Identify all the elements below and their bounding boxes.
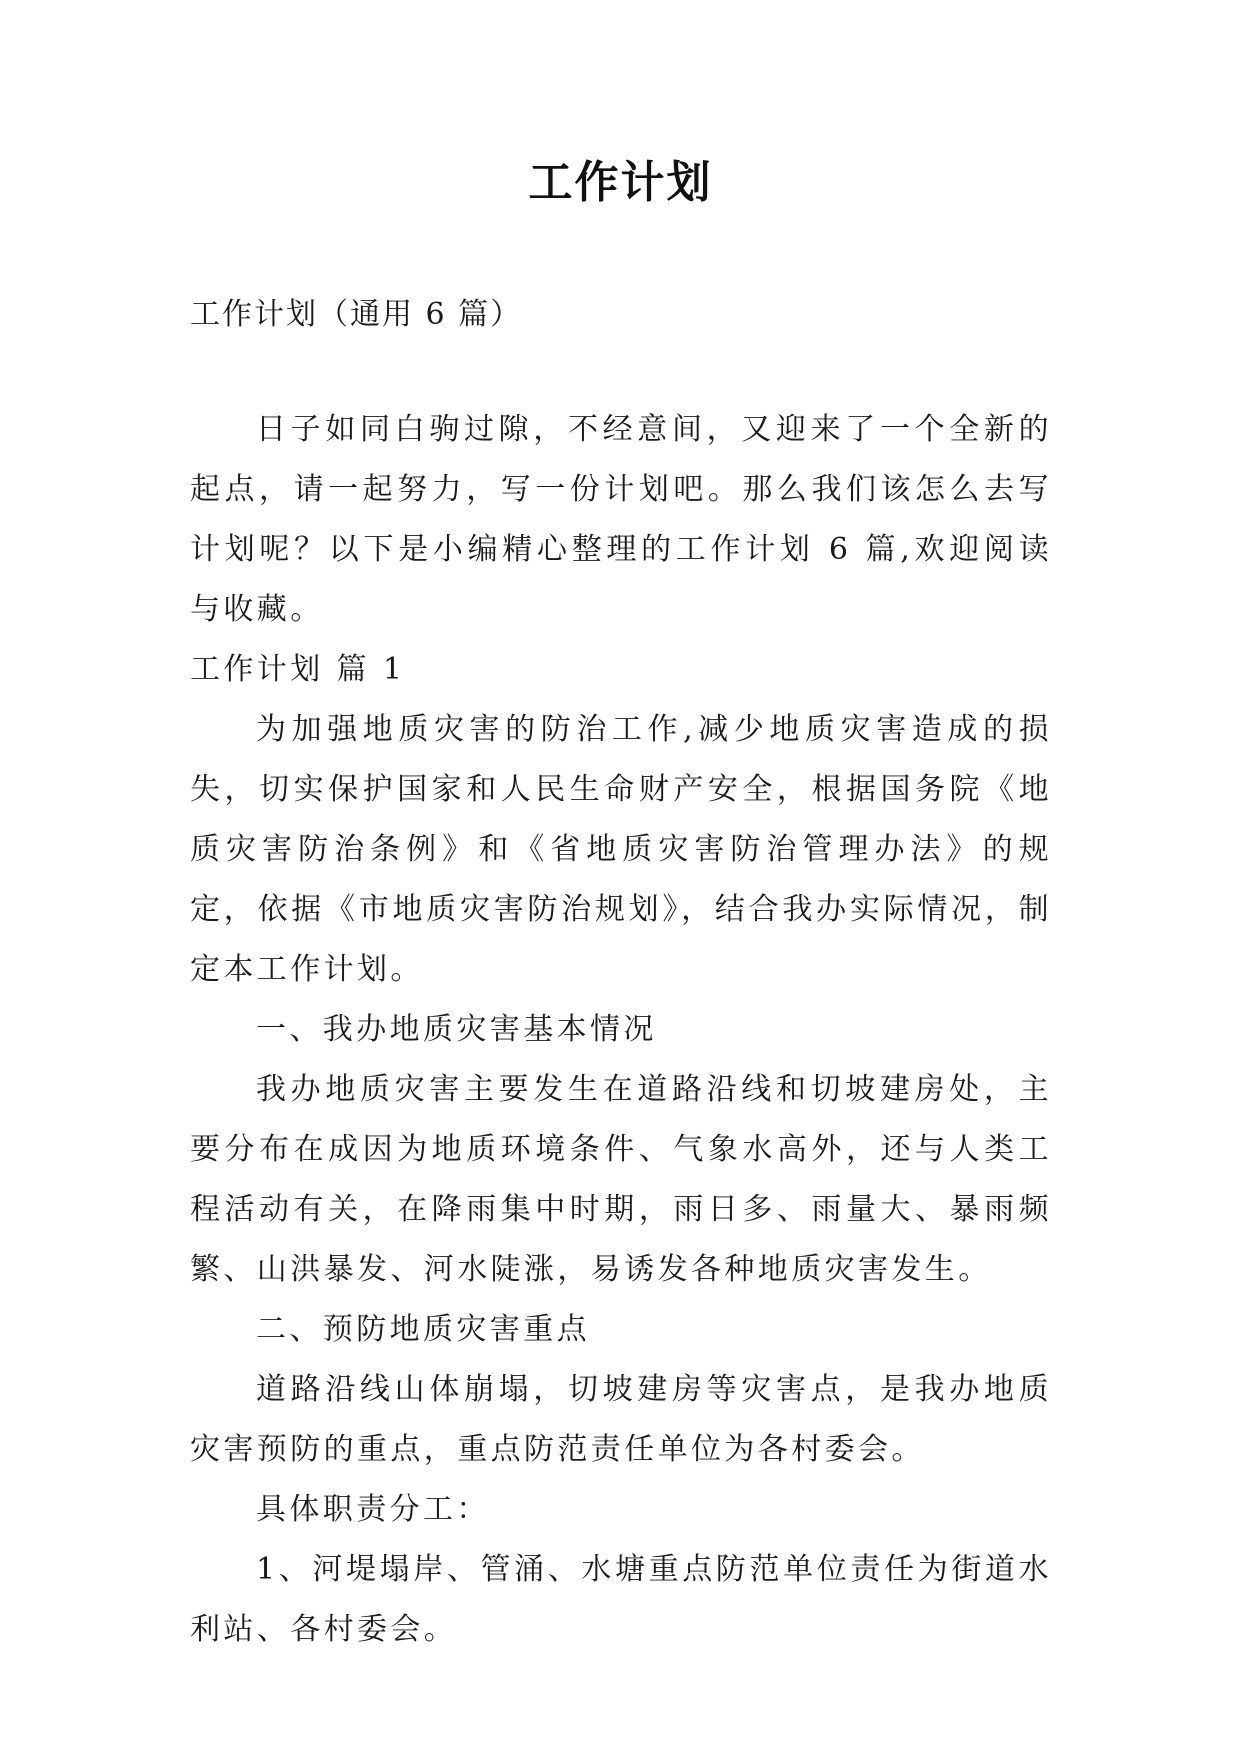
intro-paragraph: 日子如同白驹过隙，不经意间，又迎来了一个全新的起点，请一起努力，写一份计划吧。那么我们该怎么去写计划呢？以下是小编精心整理的工作计划 6 篇,欢迎阅读与收藏。 <box>190 412 1052 627</box>
body-paragraph: 为加强地质灾害的防治工作,减少地质灾害造成的损失，切实保护国家和人民生命财产安全，根据国务院《地质灾害防治条例》和《省地质灾害防治管理办法》的规定，依据《市地质灾害防治规划》，结合我办实际情况，制定本工作计划。 <box>190 712 1052 987</box>
body-paragraph: 具体职责分工： <box>256 1492 490 1527</box>
section-heading: 一、我办地质灾害基本情况 <box>256 1012 657 1047</box>
list-item: 1、河堤塌岸、管涌、水塘重点防范单位责任为街道水利站、各村委会。 <box>190 1552 1052 1647</box>
section-heading-part-1: 工作计划 篇 1 <box>190 652 406 687</box>
section-heading: 二、预防地质灾害重点 <box>256 1312 590 1347</box>
document-body <box>190 285 1052 1660</box>
body-paragraph: 我办地质灾害主要发生在道路沿线和切坡建房处，主要分布在成因为地质环境条件、气象水高外，还与人类工程活动有关，在降雨集中时期，雨日多、雨量大、暴雨频繁、山洪暴发、河水陡涨，易诱发各种地质灾害发生。 <box>190 1072 1052 1287</box>
document-subtitle: 工作计划（通用 6 篇） <box>190 297 523 332</box>
body-paragraph: 道路沿线山体崩塌，切坡建房等灾害点，是我办地质灾害预防的重点，重点防范责任单位为各村委会。 <box>190 1372 1052 1467</box>
document-title: 工作计划 <box>528 157 713 208</box>
